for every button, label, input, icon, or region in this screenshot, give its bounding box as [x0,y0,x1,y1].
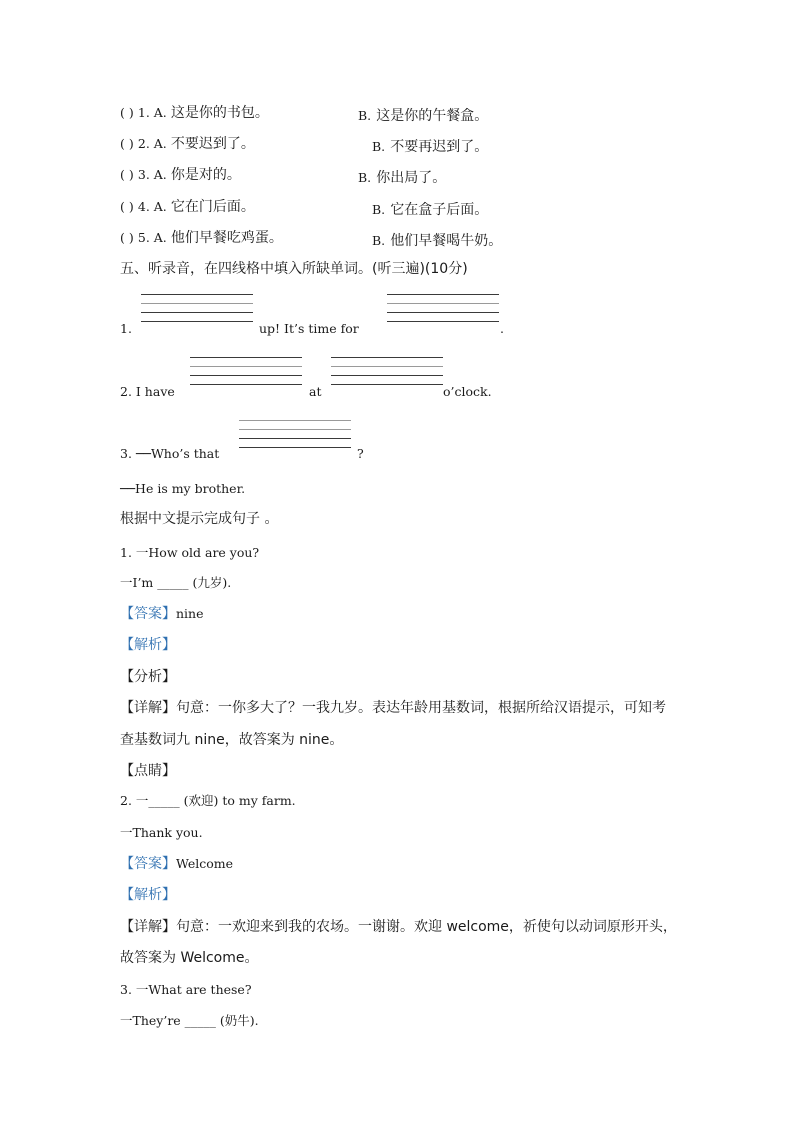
question-line: 一Thank you. [120,825,203,840]
option-b: 这是你的午餐盒。 [376,108,489,124]
four-line-grid [387,294,499,322]
option-b-group [372,199,488,219]
answer-paren: ( ) [120,167,134,182]
answer-paren: ( ) [120,230,134,245]
answer-tag: 【答案】 [120,856,176,872]
question-prompt: 3. 一What are these? [120,982,252,997]
q2-end: o’clock. [443,384,492,399]
option-b-group [358,105,488,125]
option-b-label: B. [358,170,372,185]
choice-number: 4. A. [137,199,167,214]
dianjing-tag: 【点睛】 [120,763,176,779]
q3-answer-line: ──He is my brother. [120,481,246,496]
choice-number: 2. A. [137,136,167,151]
answer-paren: ( ) [120,199,134,214]
analysis-tag: 【解析】 [120,637,176,653]
answer-row [120,603,204,623]
question-prompt: 2. 一_____ (欢迎) to my farm. [120,793,296,808]
section-heading: 五、听录音，在四线格中填入所缺单词。(听三遍)(10分) [120,261,468,277]
choice-number: 3. A. [137,167,167,182]
section-heading: 根据中文提示完成句子 。 [120,511,279,527]
q1-number: 1. [120,321,132,336]
question-line: 一I’m _____ (九岁). [120,575,232,590]
answer-paren: ( ) [120,136,134,151]
option-b-group [358,167,446,187]
option-b: 不要再迟到了。 [390,139,489,155]
fenxi-tag: 【分析】 [120,669,176,685]
question-line: 一They’re _____ (奶牛). [120,1013,259,1028]
detail-text-cont: 故答案为 Welcome。 [120,950,259,966]
four-line-grid [190,357,302,385]
option-b-label: B. [372,139,386,154]
choice-row [120,199,255,216]
answer-row [120,853,233,873]
option-b-group [372,136,488,156]
choice-row [120,230,283,247]
option-b: 它在盒子后面。 [390,202,489,218]
detail-tag: 【详解】 [120,919,176,935]
q1-text: up! It’s time for [259,321,359,336]
answer-paren: ( ) [120,105,134,120]
answer-value: nine [176,606,204,621]
choice-number: 5. A. [137,230,167,245]
option-a: 不要迟到了。 [170,136,255,152]
four-line-grid [239,420,351,448]
analysis-tag: 【解析】 [120,887,176,903]
detail-text: 句意：一你多大了？一我九岁。表达年龄用基数词，根据所给汉语提示，可知考 [176,700,666,716]
choice-number: 1. A. [137,105,167,120]
question-prompt: 1. 一How old are you? [120,545,260,560]
choice-row [120,105,269,122]
option-a: 你是对的。 [170,167,241,183]
option-a: 它在门后面。 [170,199,255,215]
detail-text-cont: 查基数词九 nine，故答案为 nine。 [120,732,344,748]
option-b: 他们早餐喝牛奶。 [390,233,503,249]
q2-start: 2. I have [120,384,175,399]
option-a: 他们早餐吃鸡蛋。 [170,230,283,246]
choice-row [120,136,255,153]
q3-end: ? [357,446,364,461]
option-b-label: B. [372,233,386,248]
option-a: 这是你的书包。 [170,105,269,121]
option-b-group [372,230,502,250]
answer-value: Welcome [176,856,234,871]
detail-tag: 【详解】 [120,700,176,716]
four-line-grid [141,294,253,322]
q1-end: . [500,321,504,336]
choice-row [120,167,241,184]
four-line-grid [331,357,443,385]
q2-mid: at [309,384,322,399]
q3-start: 3. ──Who’s that [120,446,220,461]
detail-row [120,916,677,936]
option-b-label: B. [372,202,386,217]
option-b-label: B. [358,108,372,123]
answer-tag: 【答案】 [120,606,176,622]
detail-text: 句意：一欢迎来到我的农场。一谢谢。欢迎 welcome，祈使句以动词原形开头， [176,919,677,935]
option-b: 你出局了。 [376,170,447,186]
detail-row [120,697,666,717]
